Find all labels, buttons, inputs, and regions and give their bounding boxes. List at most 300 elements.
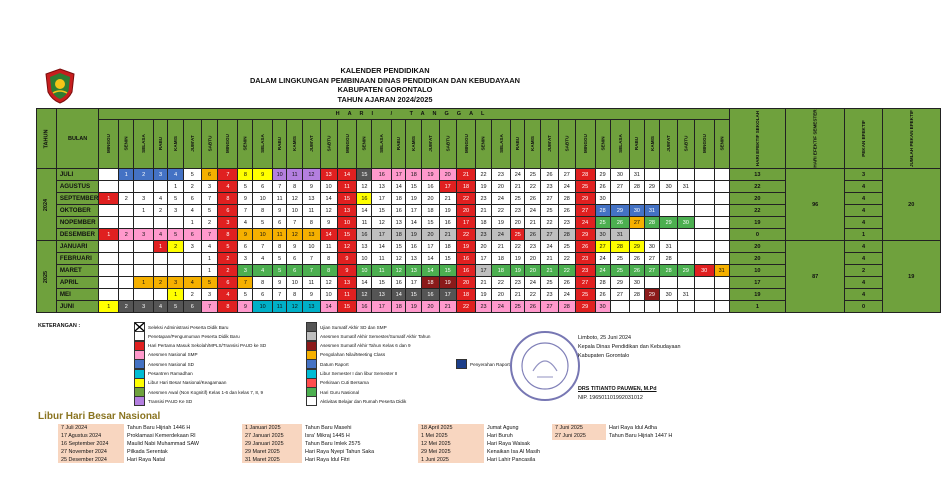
day-cell: 30 bbox=[677, 217, 694, 229]
holiday-date: 29 Maret 2025 bbox=[242, 448, 302, 456]
day-cell: 26 bbox=[595, 181, 610, 193]
day-cell: 18 bbox=[491, 253, 511, 265]
day-cell: 24 bbox=[491, 229, 511, 241]
day-cell: 8 bbox=[218, 301, 238, 313]
day-cell: 4 bbox=[201, 241, 218, 253]
day-cell bbox=[714, 253, 729, 265]
day-cell bbox=[714, 289, 729, 301]
table-row bbox=[37, 169, 941, 181]
day-cell: 1 bbox=[201, 265, 218, 277]
legend-label: Datum Raport bbox=[320, 361, 349, 367]
day-cell: 13 bbox=[372, 289, 392, 301]
day-cell bbox=[134, 181, 154, 193]
day-header bbox=[287, 120, 303, 169]
day-cell: 13 bbox=[357, 241, 372, 253]
legend-label: Libur Semester I dan libur Semester II bbox=[320, 371, 398, 376]
holidays-title: Libur Hari Besar Nasional bbox=[38, 411, 161, 422]
day-cell: 5 bbox=[184, 169, 202, 181]
day-header-label: KAMIS bbox=[411, 136, 417, 151]
day-cell: 2 bbox=[201, 217, 218, 229]
sign-nip: NIP. 196501101992031012 bbox=[578, 395, 643, 401]
day-cell: 26 bbox=[610, 217, 630, 229]
day-cell: 3 bbox=[201, 181, 218, 193]
day-cell: 5 bbox=[201, 277, 218, 289]
day-header bbox=[153, 120, 167, 169]
day-cell bbox=[660, 229, 678, 241]
day-cell: 6 bbox=[253, 181, 273, 193]
day-cell: 9 bbox=[273, 277, 287, 289]
day-cell: 8 bbox=[238, 169, 253, 181]
day-header bbox=[218, 120, 238, 169]
day-header-label: MINGGU bbox=[582, 134, 588, 153]
day-cell: 18 bbox=[422, 205, 440, 217]
day-cell: 2 bbox=[153, 277, 167, 289]
day-cell: 6 bbox=[184, 193, 202, 205]
day-cell: 1 bbox=[168, 181, 184, 193]
holiday-row bbox=[58, 440, 702, 448]
day-cell: 21 bbox=[541, 253, 559, 265]
day-cell: 17 bbox=[392, 169, 406, 181]
day-cell: 25 bbox=[541, 205, 559, 217]
day-cell: 28 bbox=[595, 205, 610, 217]
legend-label: Pesantren Ramadhan bbox=[148, 371, 193, 376]
day-cell: 3 bbox=[184, 241, 202, 253]
day-cell bbox=[644, 277, 660, 289]
holiday-name: Pilkada Serentak bbox=[127, 448, 168, 455]
day-cell: 28 bbox=[660, 253, 678, 265]
year-label: 2025 bbox=[43, 270, 50, 283]
holiday-name: Maulid Nabi Muhammad SAW bbox=[127, 440, 199, 447]
day-cell: 7 bbox=[201, 193, 218, 205]
day-cell: 18 bbox=[476, 217, 491, 229]
day-cell: 22 bbox=[558, 253, 575, 265]
day-cell: 27 bbox=[541, 301, 559, 313]
day-cell: 7 bbox=[303, 253, 321, 265]
day-header-label: RABU bbox=[277, 136, 283, 151]
day-header-label: SENIN bbox=[481, 136, 487, 151]
day-cell: 23 bbox=[511, 205, 525, 217]
day-header-label: RABU bbox=[515, 136, 521, 151]
day-cell: 16 bbox=[392, 205, 406, 217]
day-cell bbox=[714, 277, 729, 289]
day-header bbox=[253, 120, 273, 169]
day-cell: 9 bbox=[287, 241, 303, 253]
day-cell: 1 bbox=[184, 217, 202, 229]
holiday-date: 25 Desember 2024 bbox=[58, 456, 124, 464]
day-cell: 11 bbox=[273, 301, 287, 313]
day-cell: 3 bbox=[238, 265, 253, 277]
day-cell bbox=[714, 169, 729, 181]
day-cell: 23 bbox=[575, 253, 595, 265]
day-cell: 18 bbox=[392, 193, 406, 205]
day-cell bbox=[119, 181, 134, 193]
day-cell: 20 bbox=[456, 277, 476, 289]
day-cell: 14 bbox=[392, 289, 406, 301]
column-header-tahun bbox=[37, 109, 57, 169]
column-header-bulan: BULAN bbox=[56, 109, 99, 169]
month-name: SEPTEMBER bbox=[56, 193, 99, 205]
day-header bbox=[320, 120, 337, 169]
day-cell bbox=[134, 289, 154, 301]
header-line-1: KALENDER PENDIDIKAN bbox=[340, 66, 430, 75]
day-cell: 17 bbox=[406, 205, 422, 217]
day-cell: 10 bbox=[287, 205, 303, 217]
day-cell bbox=[99, 169, 119, 181]
effective-weeks: 3 bbox=[845, 169, 883, 181]
day-cell: 16 bbox=[372, 169, 392, 181]
day-cell bbox=[134, 217, 154, 229]
day-cell: 19 bbox=[476, 181, 491, 193]
day-cell bbox=[134, 241, 154, 253]
day-cell: 6 bbox=[253, 289, 273, 301]
holiday-name: Hari Raya Natal bbox=[127, 456, 166, 463]
day-header-label: JUM'AT bbox=[427, 135, 433, 152]
day-cell: 22 bbox=[558, 265, 575, 277]
day-header-label: SABTU bbox=[326, 135, 332, 152]
legend-label: Transisi PAUD Ke SD bbox=[148, 398, 193, 404]
day-cell: 8 bbox=[320, 253, 337, 265]
summary-header-label: PEKAN EFEKTIF bbox=[861, 119, 867, 157]
day-cell: 9 bbox=[253, 169, 273, 181]
sign-title-1: Kepala Dinas Pendidikan dan Kebudayaan bbox=[578, 344, 681, 350]
summary-header bbox=[729, 109, 785, 169]
day-cell: 29 bbox=[575, 229, 595, 241]
day-cell: 20 bbox=[456, 205, 476, 217]
day-cell: 29 bbox=[677, 265, 694, 277]
day-cell: 15 bbox=[422, 217, 440, 229]
day-header-label: SELASA bbox=[141, 134, 147, 153]
day-cell bbox=[610, 301, 630, 313]
day-header bbox=[392, 120, 406, 169]
effective-weeks: 4 bbox=[845, 277, 883, 289]
day-cell bbox=[694, 193, 714, 205]
day-cell: 15 bbox=[372, 205, 392, 217]
day-cell: 27 bbox=[644, 265, 660, 277]
sign-name: DRS TITIANTO PAUWEN, M.Pd bbox=[578, 386, 657, 392]
day-cell bbox=[644, 301, 660, 313]
holiday-name: Hari Raya Waisak bbox=[487, 440, 530, 447]
holiday-name: Proklamasi Kemerdekaan RI bbox=[127, 432, 196, 439]
day-cell: 26 bbox=[525, 301, 541, 313]
month-name: APRIL bbox=[56, 277, 99, 289]
day-cell: 12 bbox=[303, 169, 321, 181]
holiday-row bbox=[58, 432, 702, 440]
day-cell: 15 bbox=[372, 277, 392, 289]
holiday-date: 12 Mei 2025 bbox=[418, 440, 484, 448]
day-cell bbox=[168, 253, 184, 265]
day-cell: 31 bbox=[677, 181, 694, 193]
day-cell: 26 bbox=[541, 169, 559, 181]
day-cell: 28 bbox=[558, 229, 575, 241]
day-cell: 1 bbox=[99, 229, 119, 241]
day-cell: 17 bbox=[456, 217, 476, 229]
legend-label: Perkiraan Cuti Bersama bbox=[320, 380, 369, 386]
day-cell: 17 bbox=[372, 301, 392, 313]
effective-weeks: 4 bbox=[845, 289, 883, 301]
day-cell: 10 bbox=[320, 289, 337, 301]
day-header bbox=[575, 120, 595, 169]
day-cell: 30 bbox=[630, 205, 644, 217]
holiday-date: 7 Juli 2024 bbox=[58, 424, 124, 432]
day-cell: 11 bbox=[320, 241, 337, 253]
day-cell: 14 bbox=[392, 181, 406, 193]
day-cell: 28 bbox=[558, 301, 575, 313]
legend-swatch bbox=[134, 396, 145, 406]
legend-item bbox=[456, 359, 510, 369]
legend-label: Hari Pertama Masuk Sekolah/MPLS/Transisi PAUD ke SD bbox=[148, 343, 267, 349]
day-cell: 25 bbox=[541, 277, 559, 289]
day-cell: 14 bbox=[320, 193, 337, 205]
day-cell: 2 bbox=[153, 205, 167, 217]
day-cell: 23 bbox=[511, 277, 525, 289]
day-cell: 4 bbox=[238, 217, 253, 229]
day-cell: 22 bbox=[525, 181, 541, 193]
day-cell: 25 bbox=[575, 181, 595, 193]
day-cell: 17 bbox=[372, 193, 392, 205]
day-cell: 10 bbox=[357, 265, 372, 277]
day-cell: 25 bbox=[595, 217, 610, 229]
legend-label: Libur Hari Besar Nasional/Keagamaan bbox=[148, 380, 227, 386]
holiday-name bbox=[606, 440, 702, 448]
day-cell: 22 bbox=[456, 229, 476, 241]
day-cell: 19 bbox=[406, 301, 422, 313]
day-cell: 6 bbox=[287, 253, 303, 265]
day-cell: 14 bbox=[320, 301, 337, 313]
effective-days: 19 bbox=[729, 217, 785, 229]
day-cell bbox=[153, 265, 167, 277]
day-header-label: SABTU bbox=[683, 135, 689, 152]
day-cell: 12 bbox=[320, 277, 337, 289]
day-cell bbox=[714, 241, 729, 253]
day-cell: 18 bbox=[456, 289, 476, 301]
day-cell: 9 bbox=[238, 229, 253, 241]
day-header-label: SELASA bbox=[260, 134, 266, 153]
legend-item bbox=[306, 396, 406, 406]
day-header-label: JUM'AT bbox=[189, 135, 195, 152]
day-cell bbox=[119, 253, 134, 265]
holiday-name: Kenaikan Isa Al Masih bbox=[487, 448, 541, 455]
day-header-label: SELASA bbox=[617, 134, 623, 153]
day-cell: 2 bbox=[119, 301, 134, 313]
day-cell bbox=[99, 277, 119, 289]
day-cell bbox=[714, 301, 729, 313]
day-cell: 28 bbox=[630, 181, 644, 193]
legend-label: Ujian Sumatif Akhir SD dan SMP bbox=[320, 324, 387, 330]
day-cell: 28 bbox=[660, 265, 678, 277]
day-cell: 4 bbox=[168, 169, 184, 181]
day-header-label: SENIN bbox=[123, 136, 129, 151]
effective-weeks: 1 bbox=[845, 229, 883, 241]
day-cell: 30 bbox=[694, 265, 714, 277]
day-cell: 12 bbox=[357, 181, 372, 193]
day-cell: 12 bbox=[357, 289, 372, 301]
holiday-name bbox=[606, 456, 702, 464]
semester-days: 96 bbox=[786, 169, 845, 241]
day-cell: 13 bbox=[303, 301, 321, 313]
day-cell: 21 bbox=[476, 205, 491, 217]
day-cell: 21 bbox=[456, 169, 476, 181]
day-cell: 12 bbox=[372, 217, 392, 229]
day-cell bbox=[134, 253, 154, 265]
day-cell: 20 bbox=[422, 193, 440, 205]
day-header-label: SELASA bbox=[379, 134, 385, 153]
day-cell bbox=[644, 229, 660, 241]
day-cell bbox=[694, 205, 714, 217]
day-cell: 17 bbox=[476, 253, 491, 265]
day-header bbox=[337, 120, 357, 169]
year-label: 2024 bbox=[43, 198, 50, 211]
day-header bbox=[439, 120, 456, 169]
day-cell: 22 bbox=[511, 241, 525, 253]
day-cell bbox=[694, 277, 714, 289]
day-cell: 20 bbox=[525, 265, 541, 277]
day-cell: 11 bbox=[357, 217, 372, 229]
day-cell: 2 bbox=[184, 181, 202, 193]
day-cell: 28 bbox=[595, 277, 610, 289]
day-header bbox=[201, 120, 218, 169]
day-header-label: KAMIS bbox=[530, 136, 536, 151]
summary-header bbox=[845, 109, 883, 169]
holiday-date: 17 Agustus 2024 bbox=[58, 432, 124, 440]
day-cell: 17 bbox=[476, 265, 491, 277]
day-cell: 6 bbox=[184, 229, 202, 241]
day-cell bbox=[134, 265, 154, 277]
day-cell: 10 bbox=[253, 193, 273, 205]
day-cell: 7 bbox=[238, 205, 253, 217]
month-name: JUNI bbox=[56, 301, 99, 313]
day-cell: 13 bbox=[392, 217, 406, 229]
day-cell bbox=[714, 193, 729, 205]
day-header bbox=[303, 120, 321, 169]
day-cell: 7 bbox=[238, 277, 253, 289]
day-cell: 26 bbox=[525, 229, 541, 241]
day-cell: 13 bbox=[406, 265, 422, 277]
day-cell: 13 bbox=[406, 253, 422, 265]
day-cell: 10 bbox=[303, 241, 321, 253]
day-header bbox=[168, 120, 184, 169]
sign-title-2: Kabupaten Gorontalo bbox=[578, 353, 630, 359]
day-cell: 18 bbox=[491, 265, 511, 277]
holiday-name: Tahun Baru Hijriah 1447 H bbox=[609, 432, 673, 439]
day-cell: 16 bbox=[422, 181, 440, 193]
effective-weeks: 0 bbox=[845, 301, 883, 313]
day-header-label: JUM'AT bbox=[308, 135, 314, 152]
day-cell: 15 bbox=[406, 181, 422, 193]
day-cell: 2 bbox=[218, 265, 238, 277]
day-cell: 31 bbox=[660, 241, 678, 253]
day-cell: 11 bbox=[372, 265, 392, 277]
day-header bbox=[273, 120, 287, 169]
day-cell: 30 bbox=[630, 277, 644, 289]
day-cell: 28 bbox=[630, 289, 644, 301]
day-cell: 20 bbox=[422, 301, 440, 313]
day-cell: 5 bbox=[218, 241, 238, 253]
day-cell: 24 bbox=[575, 217, 595, 229]
day-cell: 23 bbox=[575, 265, 595, 277]
holiday-row bbox=[58, 448, 702, 456]
day-cell: 17 bbox=[406, 277, 422, 289]
day-cell bbox=[660, 205, 678, 217]
day-header-label: SABTU bbox=[207, 135, 213, 152]
day-header bbox=[630, 120, 644, 169]
day-cell: 31 bbox=[714, 265, 729, 277]
summary-header-label: JUMLAH PEKAN EFEKTIF bbox=[908, 109, 914, 167]
day-cell: 13 bbox=[303, 193, 321, 205]
year-cell bbox=[37, 241, 57, 313]
day-cell: 25 bbox=[511, 229, 525, 241]
holiday-date: 27 November 2024 bbox=[58, 448, 124, 456]
day-header bbox=[99, 120, 119, 169]
day-cell: 3 bbox=[238, 253, 253, 265]
day-header bbox=[694, 120, 714, 169]
day-cell: 4 bbox=[153, 193, 167, 205]
day-cell: 22 bbox=[456, 193, 476, 205]
day-cell: 6 bbox=[201, 169, 218, 181]
effective-weeks: 4 bbox=[845, 241, 883, 253]
day-cell: 18 bbox=[406, 169, 422, 181]
day-cell: 1 bbox=[119, 169, 134, 181]
day-cell: 18 bbox=[422, 277, 440, 289]
day-cell: 29 bbox=[660, 217, 678, 229]
day-cell: 15 bbox=[392, 241, 406, 253]
legend-label: Aktivitas Belajar dan Rumah Peserta Didik bbox=[320, 398, 407, 404]
day-header bbox=[558, 120, 575, 169]
summary-header bbox=[882, 109, 940, 169]
day-header-label: SABTU bbox=[445, 135, 451, 152]
holiday-date: 29 Januari 2025 bbox=[242, 440, 302, 448]
day-cell: 14 bbox=[422, 253, 440, 265]
day-cell: 28 bbox=[644, 217, 660, 229]
day-header bbox=[511, 120, 525, 169]
day-header bbox=[525, 120, 541, 169]
day-cell: 20 bbox=[422, 229, 440, 241]
effective-days: 22 bbox=[729, 181, 785, 193]
day-cell: 10 bbox=[253, 301, 273, 313]
day-cell: 11 bbox=[337, 289, 357, 301]
day-cell: 14 bbox=[337, 169, 357, 181]
holiday-name: Hari Raya Nyepi Tahun Saka bbox=[305, 448, 375, 455]
day-header-label: KAMIS bbox=[173, 136, 179, 151]
day-cell: 7 bbox=[273, 289, 287, 301]
day-cell: 24 bbox=[491, 193, 511, 205]
day-cell: 7 bbox=[218, 169, 238, 181]
effective-days: 13 bbox=[729, 169, 785, 181]
day-cell: 2 bbox=[168, 241, 184, 253]
month-name: JULI bbox=[56, 169, 99, 181]
day-cell: 12 bbox=[392, 265, 406, 277]
total-weeks: 19 bbox=[882, 241, 940, 313]
day-cell: 6 bbox=[238, 241, 253, 253]
day-header-label: MINGGU bbox=[225, 134, 231, 153]
legend-title: KETERANGAN : bbox=[38, 323, 81, 329]
calendar-table-container bbox=[36, 108, 941, 313]
day-cell: 27 bbox=[558, 169, 575, 181]
day-cell: 30 bbox=[595, 301, 610, 313]
day-cell: 6 bbox=[218, 277, 238, 289]
holiday-name: Hari Raya Idul Fitri bbox=[305, 456, 350, 463]
day-cell: 11 bbox=[372, 253, 392, 265]
day-cell: 1 bbox=[134, 205, 154, 217]
day-cell: 16 bbox=[456, 265, 476, 277]
day-cell bbox=[714, 205, 729, 217]
holiday-date: 7 Juni 2025 bbox=[552, 424, 606, 432]
day-cell: 21 bbox=[511, 289, 525, 301]
day-cell: 30 bbox=[610, 169, 630, 181]
day-cell: 10 bbox=[320, 181, 337, 193]
day-cell: 2 bbox=[119, 229, 134, 241]
day-cell bbox=[694, 253, 714, 265]
day-cell: 4 bbox=[253, 265, 273, 277]
